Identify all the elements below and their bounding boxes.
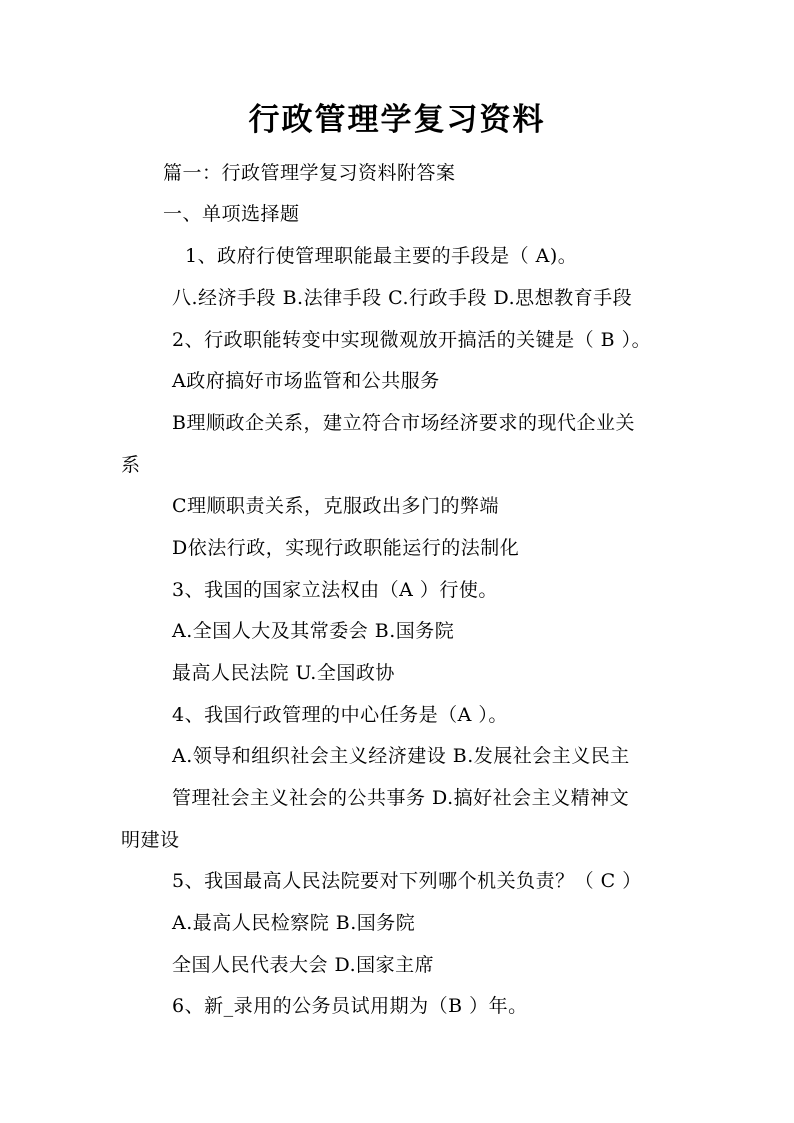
question-3: 3、我国的国家立法权由（A ）行使。 <box>172 579 498 601</box>
question-3-options-ab: A.全国人大及其常委会 B.国务院 <box>172 620 455 642</box>
question-4: 4、我国行政管理的中心任务是（A ）。 <box>172 704 508 726</box>
question-2-option-d: D依法行政，实现行政职能运行的法制化 <box>172 537 520 559</box>
question-2-option-a: A政府搞好市场监管和公共服务 <box>172 370 440 392</box>
question-1-options: 八.经济手段 B.法律手段 C.行政手段 D.思想教育手段 <box>172 287 633 309</box>
question-3-options-cd: 最高人民法院 U.全国政协 <box>172 662 395 684</box>
question-4-options-cd: 管理社会主义社会的公共事务 D.搞好社会主义精神文 <box>172 787 630 809</box>
question-2-option-c: C理顺职责关系，克服政出多门的弊端 <box>172 495 500 517</box>
question-2-option-b: B理顺政企关系，建立符合市场经济要求的现代企业关 <box>172 412 635 434</box>
question-4-options-ab: A.领导和组织社会主义经济建设 B.发展社会主义民主 <box>172 745 630 767</box>
question-2: 2、行政职能转变中实现微观放开搞活的关键是（ B ）。 <box>172 329 652 351</box>
question-2-option-b-continued: 系 <box>121 454 141 476</box>
question-5: 5、我国最高人民法院要对下列哪个机关负责？（ C ） <box>172 870 642 892</box>
question-4-options-continued: 明建设 <box>121 829 180 851</box>
question-1: 1、政府行使管理职能最主要的手段是（ A)。 <box>185 245 578 267</box>
question-5-options-cd: 全国人民代表大会 D.国家主席 <box>172 954 435 976</box>
question-type-heading: 一、单项选择题 <box>163 203 300 225</box>
document-title: 行政管理学复习资料 <box>248 102 546 138</box>
section-heading: 篇一：行政管理学复习资料附答案 <box>163 162 456 184</box>
question-6: 6、新_录用的公务员试用期为（B ）年。 <box>172 995 528 1017</box>
question-5-options-ab: A.最高人民检察院 B.国务院 <box>172 912 416 934</box>
